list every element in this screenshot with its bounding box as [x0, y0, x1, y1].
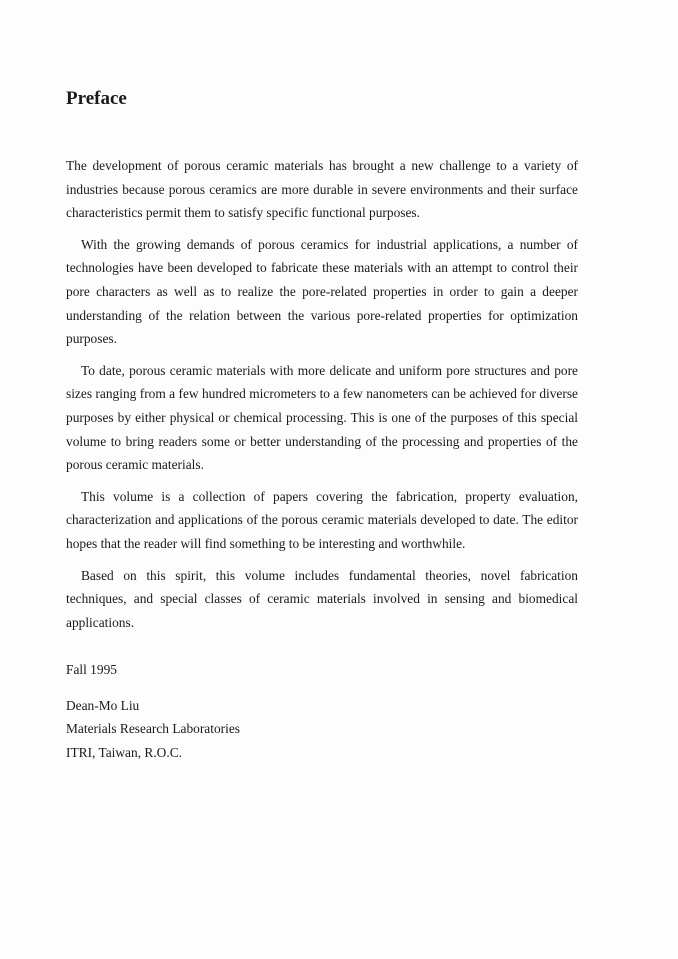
paragraph-3: To date, porous ceramic materials with more delicate and uniform pore structures and pore sizes ranging from a few hundred micrometers to a few nanometers can be achieved for diverse purposes by either physical or chemical processing. This is one of the purposes of this special volume to bring readers some or better understanding of the processing and properties of the porous ceramic materials.: [66, 362, 578, 473]
signature-block: [66, 694, 578, 765]
preface-date: Fall 1995: [66, 662, 117, 678]
author-name: Dean-Mo Liu: [66, 697, 140, 713]
paragraph-4: This volume is a collection of papers covering the fabrication, property evaluation, characterization and applications of the porous ceramic materials developed to date. The editor hopes that the reader will find something to be interesting and worthwhile.: [66, 488, 578, 551]
paragraph-2: With the growing demands of porous ceramics for industrial applications, a number of technologies have been developed to fabricate these materials with an attempt to control their pore characters as well as to realize the pore-related properties in order to gain a deeper understanding of the relation between the various pore-related properties for optimization purposes.: [66, 236, 578, 347]
preface-content: [66, 86, 578, 765]
page-title: Preface: [66, 88, 127, 109]
paragraph-5: Based on this spirit, this volume includes fundamental theories, novel fabrication techniques, and special classes of ceramic materials involved in sensing and biomedical applications.: [66, 567, 578, 630]
paragraph-1: The development of porous ceramic materials has brought a new challenge to a variety of industries because porous ceramics are more durable in severe environments and their surface characteristics permit them to satisfy specific functional purposes.: [66, 158, 578, 221]
author-location: ITRI, Taiwan, R.O.C.: [66, 745, 182, 761]
author-organization: Materials Research Laboratories: [66, 721, 240, 737]
